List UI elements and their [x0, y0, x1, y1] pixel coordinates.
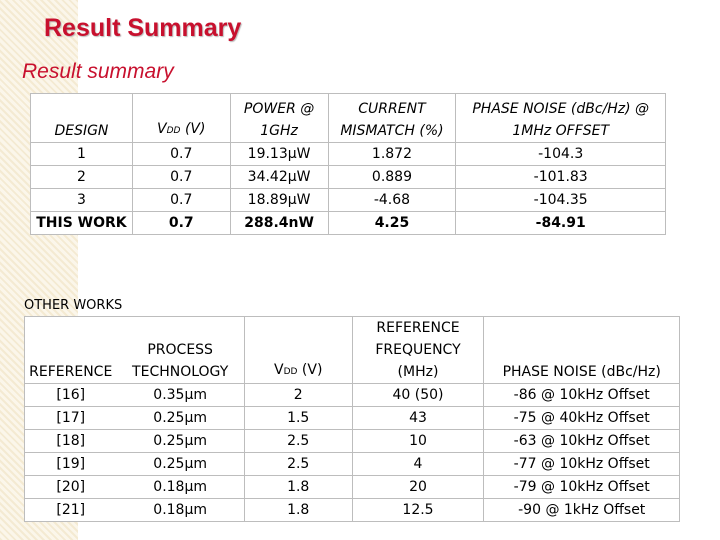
cell-process: 0.18μm	[116, 499, 244, 522]
table-row	[25, 384, 680, 407]
cell-frequency: 4	[352, 453, 484, 476]
header-vdd: VDD (V)	[132, 94, 230, 143]
cell-process: 0.25μm	[116, 453, 244, 476]
table-row	[25, 453, 680, 476]
header-reference: REFERENCE	[25, 317, 117, 384]
other-works-label: OTHER WORKS	[24, 298, 123, 313]
table-row	[31, 189, 666, 212]
page-title: Result Summary	[44, 14, 242, 42]
header-vdd: VDD (V)	[244, 317, 352, 384]
cell-process: 0.35μm	[116, 384, 244, 407]
header-phase-noise: PHASE NOISE (dBc/Hz) @ 1MHz OFFSET	[456, 94, 666, 143]
cell-vdd: 0.7	[132, 166, 230, 189]
result-summary-table	[30, 93, 666, 235]
table-row	[31, 143, 666, 166]
cell-power: 18.89μW	[230, 189, 328, 212]
cell-design: THIS WORK	[31, 212, 133, 235]
header-power: POWER @ 1GHz	[230, 94, 328, 143]
cell-phase-noise: -79 @ 10kHz Offset	[484, 476, 680, 499]
cell-vdd: 2.5	[244, 453, 352, 476]
cell-reference: [21]	[25, 499, 117, 522]
cell-power: 34.42μW	[230, 166, 328, 189]
cell-design: 2	[31, 166, 133, 189]
table-row-this-work	[31, 212, 666, 235]
cell-phase-noise: -101.83	[456, 166, 666, 189]
cell-phase-noise: -104.35	[456, 189, 666, 212]
cell-frequency: 40 (50)	[352, 384, 484, 407]
cell-power: 19.13μW	[230, 143, 328, 166]
cell-vdd: 1.5	[244, 407, 352, 430]
cell-phase-noise: -75 @ 40kHz Offset	[484, 407, 680, 430]
cell-vdd: 1.8	[244, 476, 352, 499]
cell-frequency: 20	[352, 476, 484, 499]
table-row	[25, 407, 680, 430]
table-header-row	[25, 317, 680, 384]
cell-reference: [17]	[25, 407, 117, 430]
header-design: DESIGN	[31, 94, 133, 143]
cell-design: 3	[31, 189, 133, 212]
cell-mismatch: 1.872	[328, 143, 456, 166]
cell-vdd: 2	[244, 384, 352, 407]
cell-design: 1	[31, 143, 133, 166]
table-row	[25, 476, 680, 499]
cell-frequency: 43	[352, 407, 484, 430]
cell-mismatch: 0.889	[328, 166, 456, 189]
cell-phase-noise: -63 @ 10kHz Offset	[484, 430, 680, 453]
cell-vdd: 2.5	[244, 430, 352, 453]
cell-vdd: 0.7	[132, 189, 230, 212]
cell-process: 0.25μm	[116, 430, 244, 453]
header-reference-frequency: REFERENCE FREQUENCY (MHz)	[352, 317, 484, 384]
cell-vdd: 0.7	[132, 143, 230, 166]
cell-phase-noise: -90 @ 1kHz Offset	[484, 499, 680, 522]
cell-phase-noise: -86 @ 10kHz Offset	[484, 384, 680, 407]
cell-phase-noise: -77 @ 10kHz Offset	[484, 453, 680, 476]
header-process: PROCESS TECHNOLOGY	[116, 317, 244, 384]
cell-frequency: 12.5	[352, 499, 484, 522]
cell-reference: [19]	[25, 453, 117, 476]
cell-power: 288.4nW	[230, 212, 328, 235]
cell-process: 0.25μm	[116, 407, 244, 430]
header-mismatch: CURRENT MISMATCH (%)	[328, 94, 456, 143]
table-row	[31, 166, 666, 189]
cell-phase-noise: -84.91	[456, 212, 666, 235]
cell-process: 0.18μm	[116, 476, 244, 499]
table-row	[25, 499, 680, 522]
cell-vdd: 0.7	[132, 212, 230, 235]
other-works-table	[24, 316, 680, 522]
cell-reference: [16]	[25, 384, 117, 407]
cell-frequency: 10	[352, 430, 484, 453]
cell-phase-noise: -104.3	[456, 143, 666, 166]
cell-mismatch: 4.25	[328, 212, 456, 235]
cell-mismatch: -4.68	[328, 189, 456, 212]
page-subtitle: Result summary	[22, 60, 174, 83]
cell-reference: [20]	[25, 476, 117, 499]
table-row	[25, 430, 680, 453]
cell-vdd: 1.8	[244, 499, 352, 522]
table-header-row	[31, 94, 666, 143]
header-phase-noise: PHASE NOISE (dBc/Hz)	[484, 317, 680, 384]
cell-reference: [18]	[25, 430, 117, 453]
